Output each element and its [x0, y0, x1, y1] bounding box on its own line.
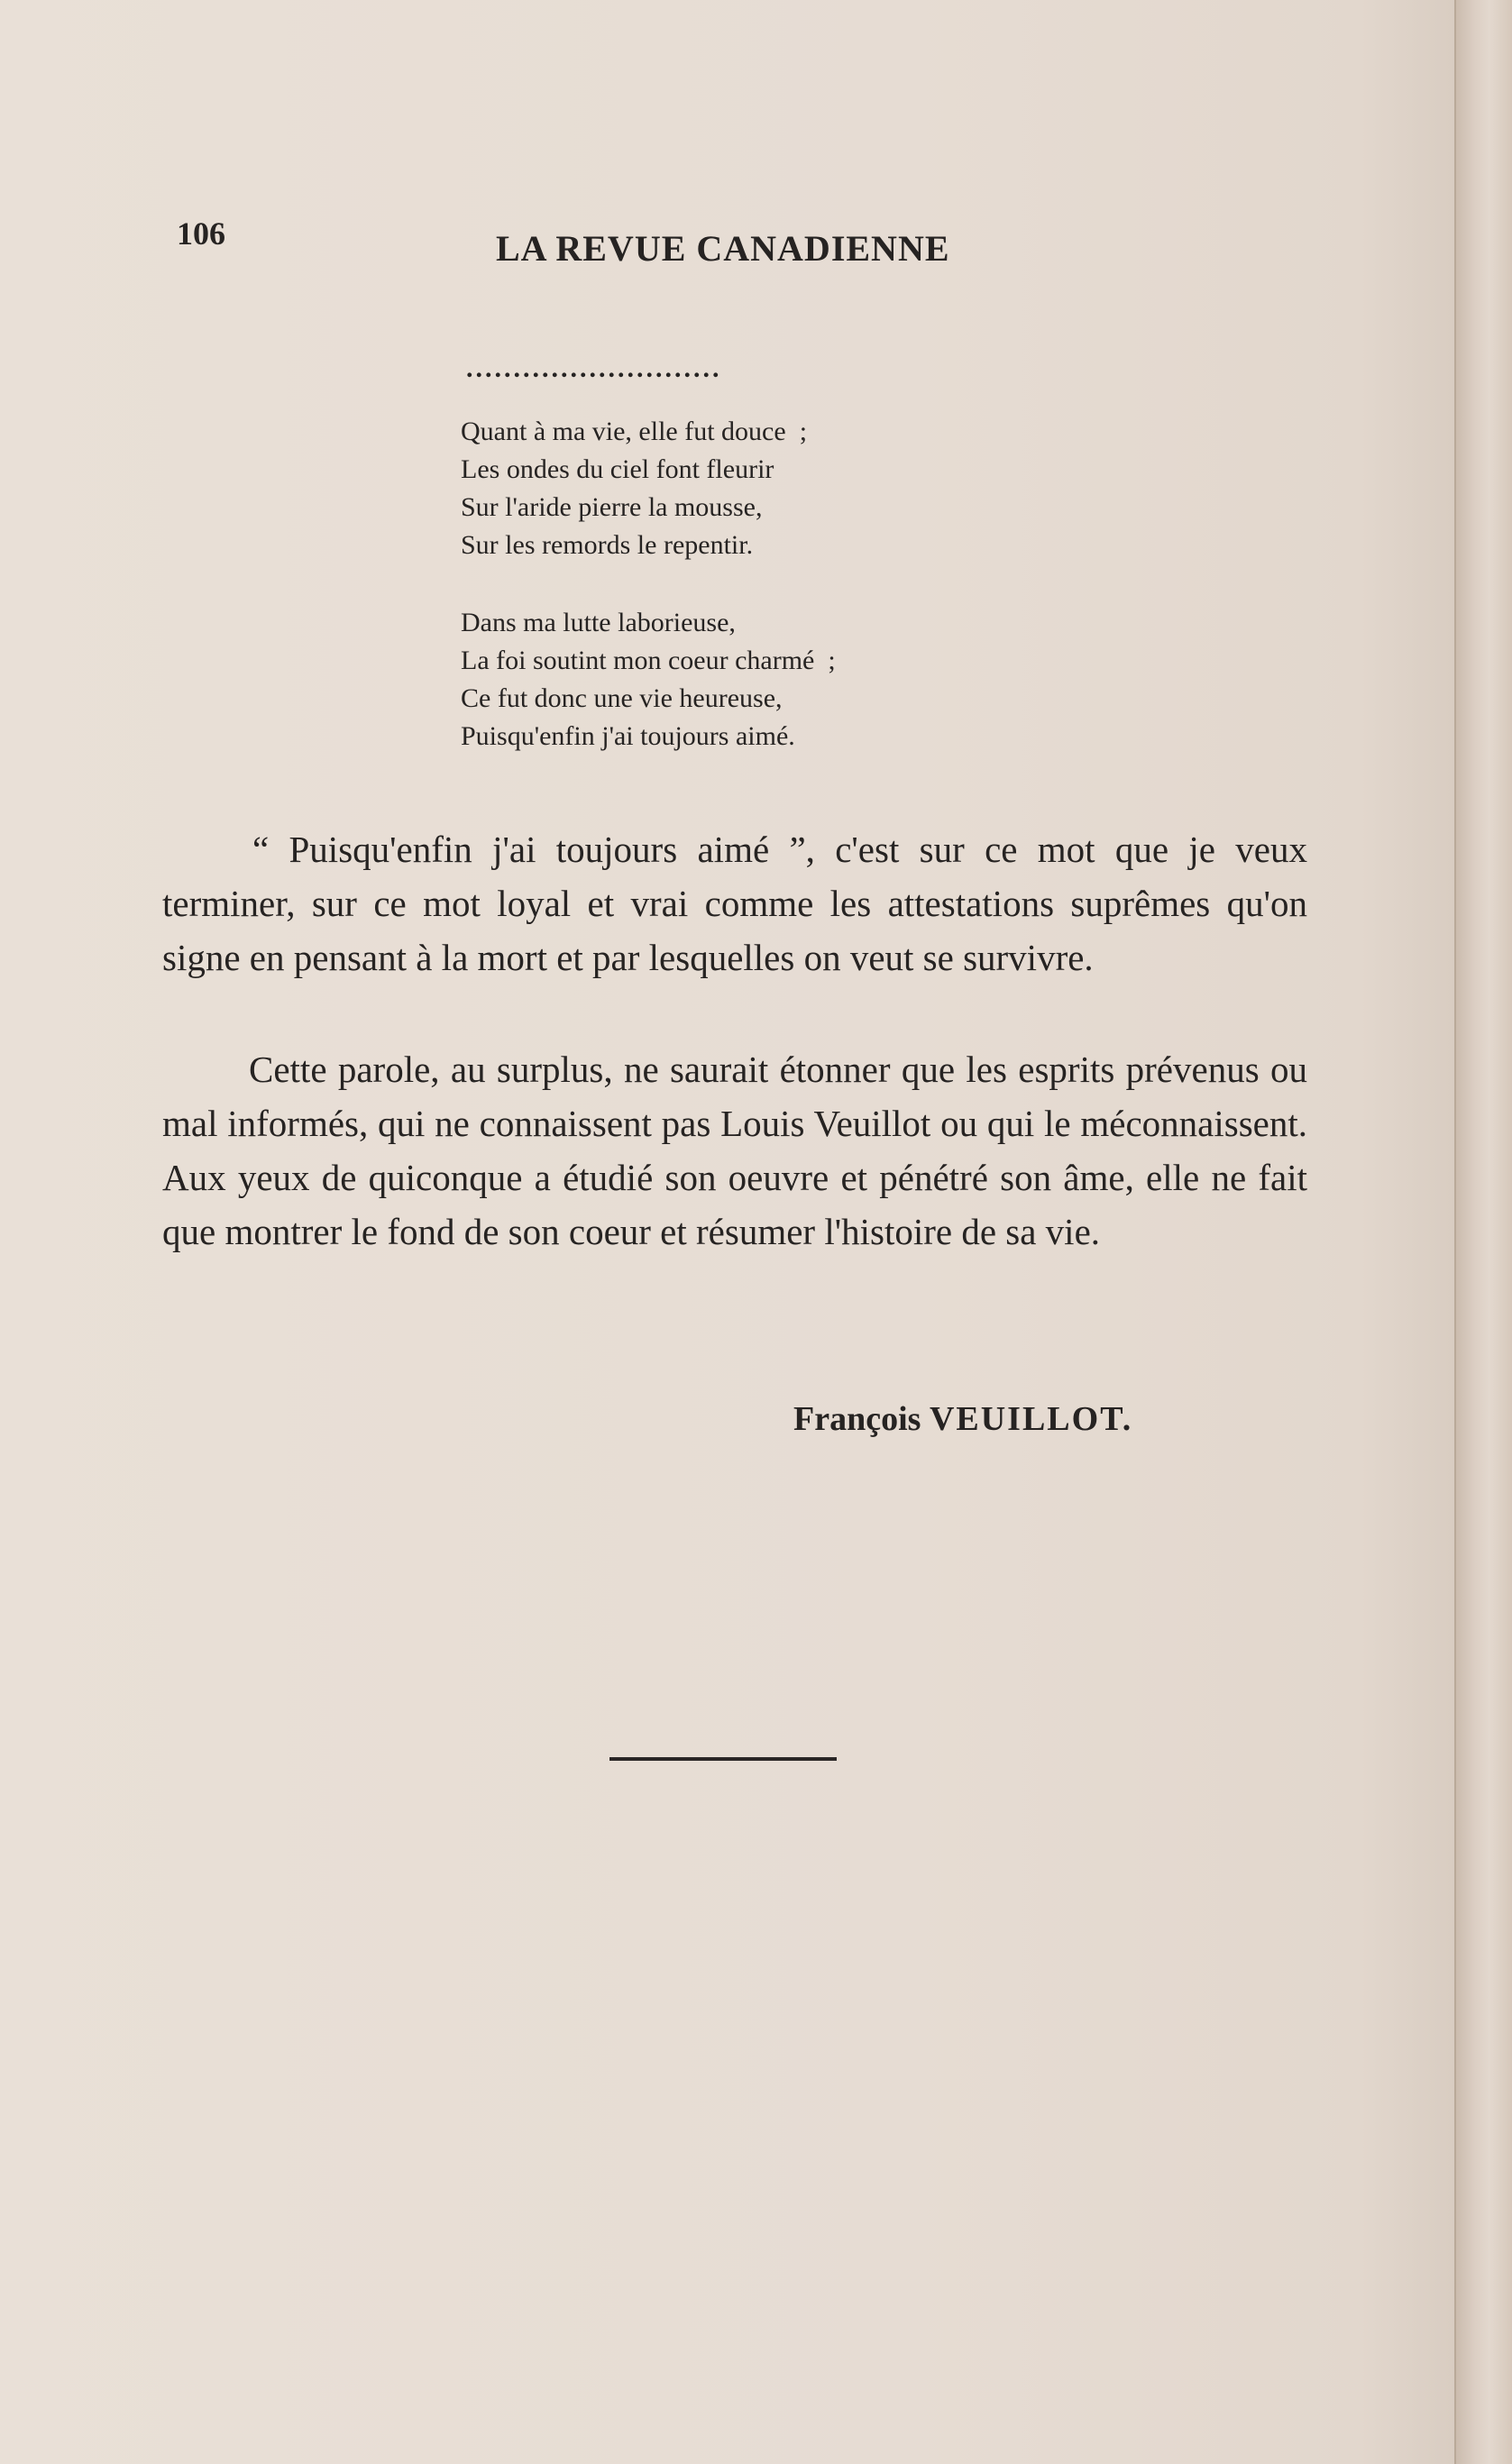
- body-paragraph: “ Puisqu'enfin j'ai toujours aimé ”, c'est sur ce mot que je veux terminer, sur ce mot loyal et vrai comme les attestations suprêmes qu'on signe en pensant à la mort et par lesquelles on veut se survivre.: [162, 829, 1307, 978]
- verse-line: La foi soutint mon coeur charmé ;: [461, 646, 836, 675]
- verse-line: Quant à ma vie, elle fut douce ;: [461, 417, 808, 446]
- author-surname: VEUILLOT.: [929, 1400, 1133, 1438]
- poem-stanza: [461, 413, 807, 564]
- end-rule: [609, 1757, 837, 1761]
- verse-line: Les ondes du ciel font fleurir: [461, 454, 774, 484]
- author-first-name: François: [793, 1400, 921, 1438]
- poem-ellipsis: ...........................: [466, 353, 722, 383]
- verse-line: Sur les remords le repentir.: [461, 530, 754, 560]
- body-paragraph: Cette parole, au surplus, ne saurait étonner que les esprits prévenus ou mal informés, qui ne connaissent pas Louis Veuillot ou qui le méconnaissent. Aux yeux de quiconque a étudié son oeuvre et pénétré son âme, elle ne fait que montrer le fond de son coeur et résumer l'histoire de sa vie.: [162, 1049, 1307, 1252]
- verse-line: Sur l'aride pierre la mousse,: [461, 492, 763, 522]
- author-signature: [793, 1399, 1132, 1439]
- verse-line: Puisqu'enfin j'ai toujours aimé.: [461, 721, 795, 751]
- page-gutter: [1454, 0, 1512, 2464]
- running-title: LA REVUE CANADIENNE: [496, 228, 950, 269]
- poem-stanza: [461, 604, 836, 756]
- verse-line: Dans ma lutte laborieuse,: [461, 608, 736, 637]
- verse-line: Ce fut donc une vie heureuse,: [461, 683, 783, 713]
- page-number: 106: [177, 215, 225, 252]
